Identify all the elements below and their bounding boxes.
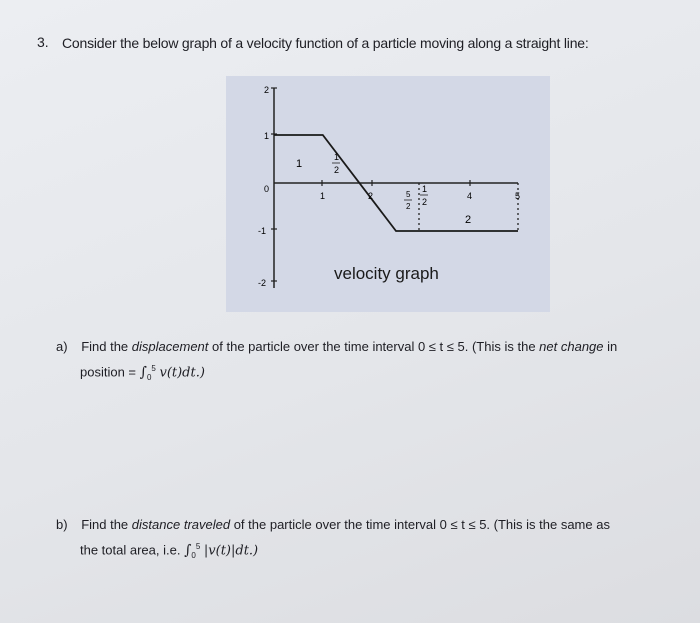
region-frac-den: 2 bbox=[334, 165, 340, 175]
x-tick-label: 1 bbox=[320, 191, 326, 201]
x-tick-frac-num: 5 bbox=[406, 190, 411, 199]
velocity-graph bbox=[226, 76, 550, 312]
x-tick-label: 2 bbox=[368, 191, 374, 201]
integral-sign: ∫ bbox=[184, 542, 192, 559]
y-tick-label: 2 bbox=[264, 85, 270, 95]
region-frac2-den: 2 bbox=[422, 197, 428, 207]
integral-lower: 0 bbox=[146, 372, 152, 382]
part-a-emph: displacement bbox=[131, 339, 209, 354]
integral-lower: 0 bbox=[191, 550, 196, 560]
part-b-integrand: |v(t)|dt.) bbox=[203, 543, 259, 559]
question-text: Consider the below graph of a velocity function of a particle moving along a straight line: bbox=[62, 35, 589, 51]
velocity-graph-svg bbox=[226, 76, 550, 312]
part-a-prefix: position = bbox=[80, 364, 137, 380]
region-frac-num: 1 bbox=[334, 152, 340, 162]
part-a bbox=[56, 336, 696, 389]
y-tick-label: 1 bbox=[264, 131, 270, 141]
integral-sign: ∫ bbox=[139, 364, 147, 381]
part-b bbox=[56, 514, 696, 567]
y-tick-label: 0 bbox=[264, 184, 270, 194]
part-b-prefix: the total area, i.e. bbox=[80, 542, 181, 558]
y-tick-label: -2 bbox=[258, 278, 267, 288]
integral-upper: 5 bbox=[151, 364, 156, 373]
part-a-integrand: v(t)dt.) bbox=[159, 365, 205, 381]
part-a-text2: of the particle over the time interval 0 ≤ t ≤ 5. (This is the bbox=[212, 339, 536, 354]
part-b-text1: Find the bbox=[81, 517, 129, 532]
y-tick-label: -1 bbox=[258, 226, 267, 236]
part-b-label: b) bbox=[56, 517, 68, 532]
part-a-label: a) bbox=[56, 339, 68, 354]
x-tick-label: 5 bbox=[515, 191, 521, 201]
part-b-emph: distance traveled bbox=[131, 517, 231, 532]
graph-caption: velocity graph bbox=[334, 264, 439, 283]
question-number: 3. bbox=[37, 34, 49, 50]
part-a-text3: in bbox=[607, 339, 618, 354]
region-frac2-num: 1 bbox=[422, 184, 428, 194]
region-label: 1 bbox=[296, 158, 303, 170]
part-a-emph2: net change bbox=[539, 339, 604, 354]
part-a-text1: Find the bbox=[81, 339, 129, 354]
x-tick-label: 4 bbox=[467, 191, 473, 201]
part-b-text2: of the particle over the time interval 0 ≤ t ≤ 5. (This is the same as bbox=[233, 517, 610, 532]
region-label: 2 bbox=[465, 214, 472, 226]
integral-upper: 5 bbox=[195, 542, 201, 551]
x-tick-frac-den: 2 bbox=[406, 202, 411, 211]
